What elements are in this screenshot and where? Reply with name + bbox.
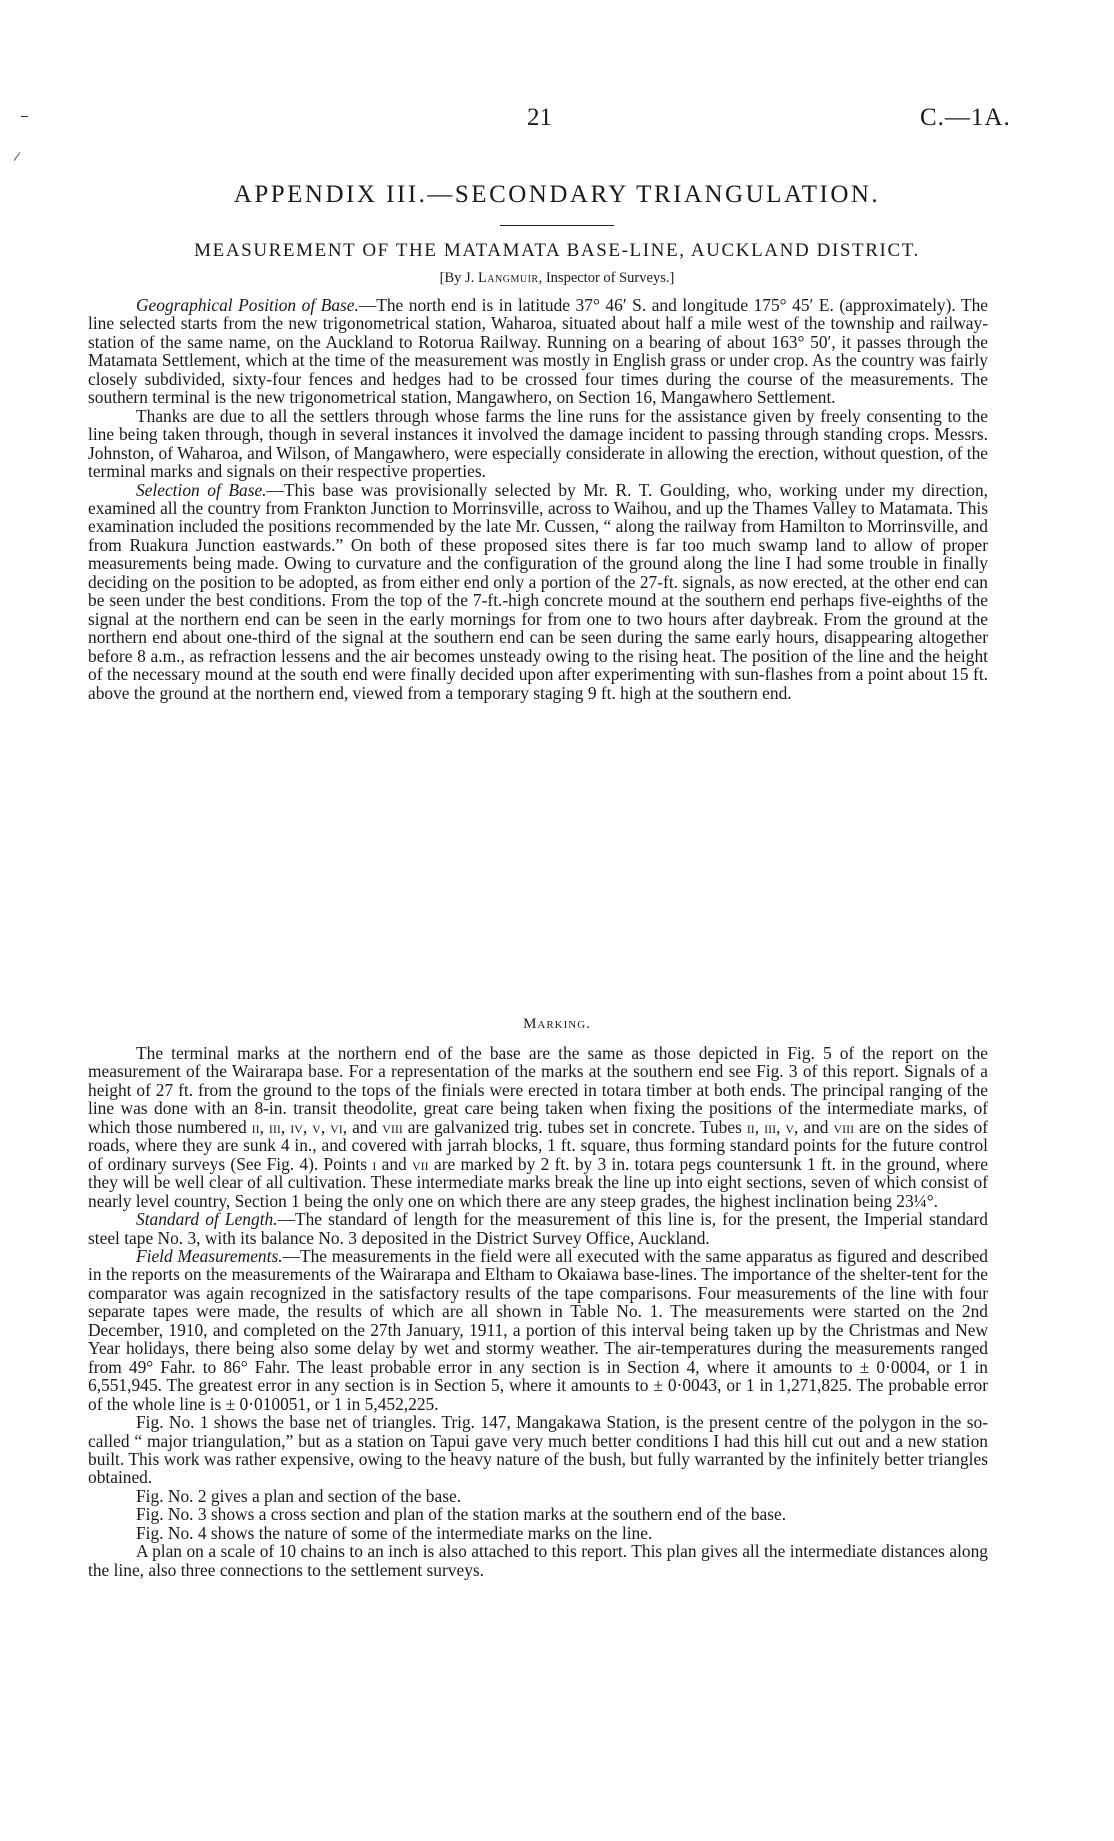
roman-numerals: viii bbox=[382, 1116, 403, 1137]
scan-mark bbox=[21, 116, 28, 117]
author-role: , Inspector of Surveys.] bbox=[538, 270, 675, 286]
byline bbox=[0, 270, 1114, 287]
title-rule bbox=[500, 225, 614, 226]
body-section-intro bbox=[88, 296, 988, 702]
paragraph-fig-4: Fig. No. 4 shows the nature of some of the intermediate marks on the line. bbox=[136, 1522, 653, 1543]
paragraph-text: are on the sides of roads, where they are sunk 4 in., and covered with jarrah blocks, 1 ft. square, thus forming standard points for the future control of ordinary surveys (See Fig. 4). Points bbox=[88, 1116, 988, 1174]
paragraph-lead: Field Measurements. bbox=[136, 1245, 283, 1266]
paragraph-marking bbox=[88, 1044, 988, 1210]
paragraph-text: —The measurements in the field were all executed with the same apparatus as figured and described in the reports on the measurements of the Wairarapa and Eltham to Okaiawa base-lines. The importance of the shelter-tent for the comparator was again recognized in the satisfactory results of the tape comparisons. Four measurements of the line with four separate tapes were made, the results of which are all shown in Table No. 1. The measurements were started on the 2nd December, 1910, and completed on the 27th January, 1911, a portion of this interval being taken up by the Christmas and New Year holidays, there being also some delay by wet and stormy weather. The air-temperatures during the measurements ranged from 49° Fahr. to 86° Fahr. The least probable error in any section is in Section 4, where it amounts to ± 0·0004, or 1 in 6,551,945. The greatest error in any section is in Section 5, where it amounts to ± 0·0043, or 1 in 1,271,825. The probable error of the whole line is ± 0·010051, or 1 in 5,452,225. bbox=[88, 1245, 988, 1414]
page-number: 21 bbox=[527, 104, 552, 131]
section-heading-marking: Marking. bbox=[523, 1016, 591, 1032]
paragraph-text: —The standard of length for the measurement of this line is, for the present, the Imperial standard steel tape No. 3, with its balance No. 3 deposited in the District Survey Office, Auckland. bbox=[88, 1209, 988, 1248]
paragraph-fig-2: Fig. No. 2 gives a plan and section of the base. bbox=[136, 1485, 462, 1506]
paragraph-text: and bbox=[347, 1116, 383, 1137]
roman-numerals: viii bbox=[833, 1116, 855, 1137]
body-section-marking bbox=[88, 1044, 988, 1579]
author-name: Langmuir bbox=[477, 270, 539, 286]
roman-numerals: ii, iii, v, bbox=[746, 1116, 799, 1137]
paragraph-fig-1: Fig. No. 1 shows the base net of triangles. Trig. 147, Mangakawa Station, is the present centre of the polygon in the so-called “ major triangulation,” but as a station on Tapui gave very much better conditions I had this hill cut out and a new station built. This work was rather expensive, owing to the heavy nature of the bush, but fully warranted by the infinitely better triangles obtained. bbox=[88, 1412, 988, 1488]
paragraph-text: —This base was provisionally selected by Mr. R. T. Goulding, who, working under my direction, examined all the country from Frankton Junction to Morrinsville, across to Waihou, and up the Thames Valley to Matamata. This examination included the positions recommended by the late Mr. Cussen, “ along the railway from Hamilton to Morrinsville, and from Ruakura Junction eastwards.” On both of these proposed sites there is far too much swamp land to allow of proper measurements being made. Owing to curvature and the configuration of the ground along the line I had some trouble in finally deciding on the position to be adopted, as from either end only a portion of the 27-ft. signals, as now erected, at the other end can be seen under the best conditions. From the top of the 7-ft.-high concrete mound at the southern end perhaps five-eighths of the signal at the northern end can be seen in the early mornings for from one to two hours after daybreak. From the ground at the northern end about one-third of the signal at the southern end can be seen during the same early hours, disappearing altogether before 8 a.m., as refraction lessens and the air becomes unsteady owing to the rising heat. The position of the line and the height of the necessary mound at the south end were finally decided upon after experimenting with sun-flashes from a point about 15 ft. above the ground at the northern end, viewed from a temporary staging 9 ft. high at the southern end. bbox=[88, 479, 988, 703]
paragraph-selection-of-base bbox=[88, 481, 988, 702]
roman-numerals: i bbox=[372, 1153, 377, 1174]
byline-open: [By J. bbox=[439, 270, 478, 286]
paragraph-standard-of-length bbox=[88, 1210, 988, 1247]
paragraph-text: are galvanized trig. tubes set in concrete. Tubes bbox=[402, 1116, 747, 1137]
page-subtitle: MEASUREMENT OF THE MATAMATA BASE-LINE, AUCKLAND DISTRICT. bbox=[194, 240, 920, 261]
paragraph-lead: Standard of Length. bbox=[136, 1209, 278, 1230]
paragraph-lead: Geographical Position of Base. bbox=[136, 295, 359, 315]
paragraph-text: and bbox=[798, 1116, 834, 1137]
scan-mark bbox=[14, 152, 21, 161]
page-title: APPENDIX III.—SECONDARY TRIANGULATION. bbox=[233, 181, 881, 208]
paragraph-field-measurements bbox=[88, 1247, 988, 1413]
paragraph-plan: A plan on a scale of 10 chains to an inch is also attached to this report. This plan gives all the intermediate distances along the line, also three connections to the settlement surveys. bbox=[88, 1541, 988, 1580]
paragraph-text: The terminal marks at the northern end of the base are the same as those depicted in Fig. 5 of the report on the measurement of the Wairarapa base. For a representation of the marks at the southern end see Fig. 3 of this report. Signals of a height of 27 ft. from the ground to the tops of the finials were erected in totara timber at both ends. The principal ranging of the line was done with an 8-in. transit theodolite, great care being taken when fixing the positions of the intermediate marks, of which those numbered bbox=[88, 1043, 988, 1137]
roman-numerals: vii bbox=[412, 1153, 429, 1174]
paragraph-geographical-position bbox=[88, 296, 988, 407]
document-reference: C.—1A. bbox=[920, 104, 1011, 131]
paragraph-lead: Selection of Base. bbox=[136, 479, 267, 500]
paragraph-thanks: Thanks are due to all the settlers through whose farms the line runs for the assistance given by freely consenting to the line being taken through, though in several instances it involved the damage incident to passing through standing crops. Messrs. Johnston, of Waharoa, and Wilson, of Mangawhero, were especially considerate in allowing the erection, without question, of the terminal marks and signals on their respective properties. bbox=[88, 405, 988, 482]
paragraph-fig-3: Fig. No. 3 shows a cross section and plan of the station marks at the southern end of the base. bbox=[136, 1504, 787, 1525]
paragraph-text: and bbox=[376, 1153, 413, 1174]
paragraph-text: are marked by 2 ft. by 3 in. totara pegs countersunk 1 ft. in the ground, where they will be well clear of all cultivation. These intermediate marks break the line up into eight sections, seven of which consist of nearly level country, Section 1 being the only one on which there are any steep grades, the highest inclination being 23¼°. bbox=[88, 1153, 988, 1211]
paragraph-text: —The north end is in latitude 37° 46′ S. and longitude 175° 45′ E. (approximately). The line selected starts from the new trigonometrical station, Waharoa, situated about half a mile west of the township and railway-station of the same name, on the Auckland to Rotorua Railway. Running on a bearing of about 163° 50′, it passes through the Matamata Settlement, which at the time of the measurement was mostly in English grass or under crop. As the country was fairly closely subdivided, sixty-four fences and hedges had to be crossed four times during the course of the measurements. The southern terminal is the new trigonometrical station, Mangawhero, on Section 16, Mangawhero Settlement. bbox=[88, 295, 988, 408]
roman-numerals: ii, iii, iv, v, vi, bbox=[251, 1116, 348, 1137]
